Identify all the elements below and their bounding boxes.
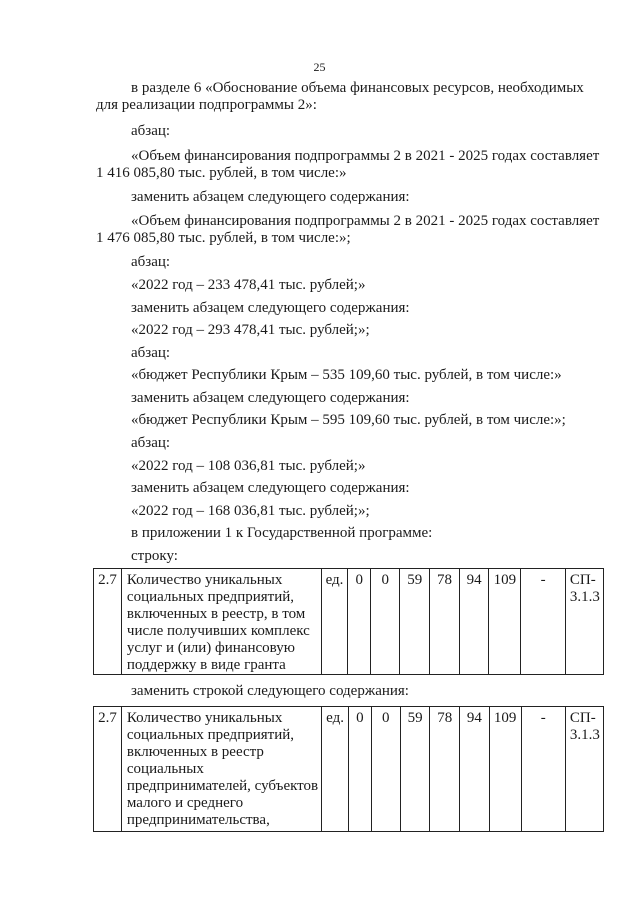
paragraph-new-volume-line2: 1 476 085,80 тыс. рублей, в том числе:»; xyxy=(96,230,351,246)
indicator-table-old xyxy=(93,568,604,675)
code-line: 3.1.3 xyxy=(569,727,600,743)
paragraph-section6-line2: для реализации подпрограммы 2»: xyxy=(96,97,317,113)
description-line: включенных в реестр, в том xyxy=(126,606,306,622)
description-line: социальных предприятий, xyxy=(126,589,295,605)
description-line: предпринимательства, xyxy=(126,812,270,828)
value-cell: 78 xyxy=(430,707,460,832)
description-line: социальных предприятий, xyxy=(126,727,295,743)
value-cell: 59 xyxy=(400,569,430,675)
indicator-description xyxy=(121,707,321,832)
unit-cell: ед. xyxy=(321,569,348,675)
paragraph-new-volume-line1: «Объем финансирования подпрограммы 2 в 2021 - 2025 годах составляет xyxy=(131,213,600,229)
paragraph-abzac-3: абзац: xyxy=(131,345,171,361)
value-cell: 0 xyxy=(348,569,371,675)
paragraph-section6-line1: в разделе 6 «Обоснование объема финансовых ресурсов, необходимых xyxy=(131,80,584,96)
description-line: малого и среднего xyxy=(126,795,244,811)
value-cell: 109 xyxy=(489,569,521,675)
value-cell: 94 xyxy=(460,707,490,832)
row-number: 2.7 xyxy=(94,707,122,832)
code-cell xyxy=(565,707,603,832)
description-line: предпринимателей, субъектов xyxy=(126,778,319,794)
code-line: СП- xyxy=(569,572,596,588)
dash-cell: - xyxy=(521,707,565,832)
paragraph-abzac-1: абзац: xyxy=(131,123,171,139)
description-line: числе получивших комплекс xyxy=(126,623,310,639)
code-line: СП- xyxy=(569,710,596,726)
description-line: поддержку в виде гранта xyxy=(126,657,286,673)
paragraph-stroku: строку: xyxy=(131,548,178,564)
paragraph-abzac-2: абзац: xyxy=(131,254,171,270)
paragraph-replace-3: заменить абзацем следующего содержания: xyxy=(131,390,410,406)
paragraph-replace-2: заменить абзацем следующего содержания: xyxy=(131,300,410,316)
unit-cell: ед. xyxy=(322,707,349,832)
indicator-table-new xyxy=(93,706,604,832)
dash-cell: - xyxy=(521,569,566,675)
paragraph-new-2022-b: «2022 год – 168 036,81 тыс. рублей;»; xyxy=(131,503,370,519)
description-line: социальных xyxy=(126,761,204,777)
value-cell: 109 xyxy=(489,707,521,832)
description-line: Количество уникальных xyxy=(126,710,283,726)
paragraph-new-budget: «бюджет Республики Крым – 595 109,60 тыс. рублей, в том числе:»; xyxy=(131,412,566,428)
paragraph-old-2022: «2022 год – 233 478,41 тыс. рублей;» xyxy=(131,277,366,293)
paragraph-old-2022-b: «2022 год – 108 036,81 тыс. рублей;» xyxy=(131,458,366,474)
paragraph-new-2022: «2022 год – 293 478,41 тыс. рублей;»; xyxy=(131,322,370,338)
code-line: 3.1.3 xyxy=(569,589,600,605)
description-line: включенных в реестр xyxy=(126,744,264,760)
paragraph-old-volume-line1: «Объем финансирования подпрограммы 2 в 2021 - 2025 годах составляет xyxy=(131,148,600,164)
table-row xyxy=(94,569,604,675)
paragraph-replace-row: заменить строкой следующего содержания: xyxy=(131,683,409,699)
value-cell: 78 xyxy=(430,569,460,675)
description-line: Количество уникальных xyxy=(126,572,283,588)
row-number: 2.7 xyxy=(94,569,122,675)
table-row xyxy=(94,707,604,832)
value-cell: 0 xyxy=(371,707,400,832)
indicator-description xyxy=(121,569,321,675)
page-number: 25 xyxy=(313,60,326,74)
value-cell: 0 xyxy=(349,707,372,832)
description-line: услуг и (или) финансовую xyxy=(126,640,295,656)
paragraph-old-volume-line2: 1 416 085,80 тыс. рублей, в том числе:» xyxy=(96,165,347,181)
paragraph-replace-4: заменить абзацем следующего содержания: xyxy=(131,480,410,496)
value-cell: 0 xyxy=(371,569,400,675)
paragraph-old-budget: «бюджет Республики Крым – 535 109,60 тыс. рублей, в том числе:» xyxy=(131,367,562,383)
code-cell xyxy=(565,569,603,675)
paragraph-replace-1: заменить абзацем следующего содержания: xyxy=(131,189,410,205)
value-cell: 59 xyxy=(400,707,430,832)
paragraph-appendix: в приложении 1 к Государственной программе: xyxy=(131,525,433,541)
value-cell: 94 xyxy=(459,569,489,675)
paragraph-abzac-4: абзац: xyxy=(131,435,171,451)
